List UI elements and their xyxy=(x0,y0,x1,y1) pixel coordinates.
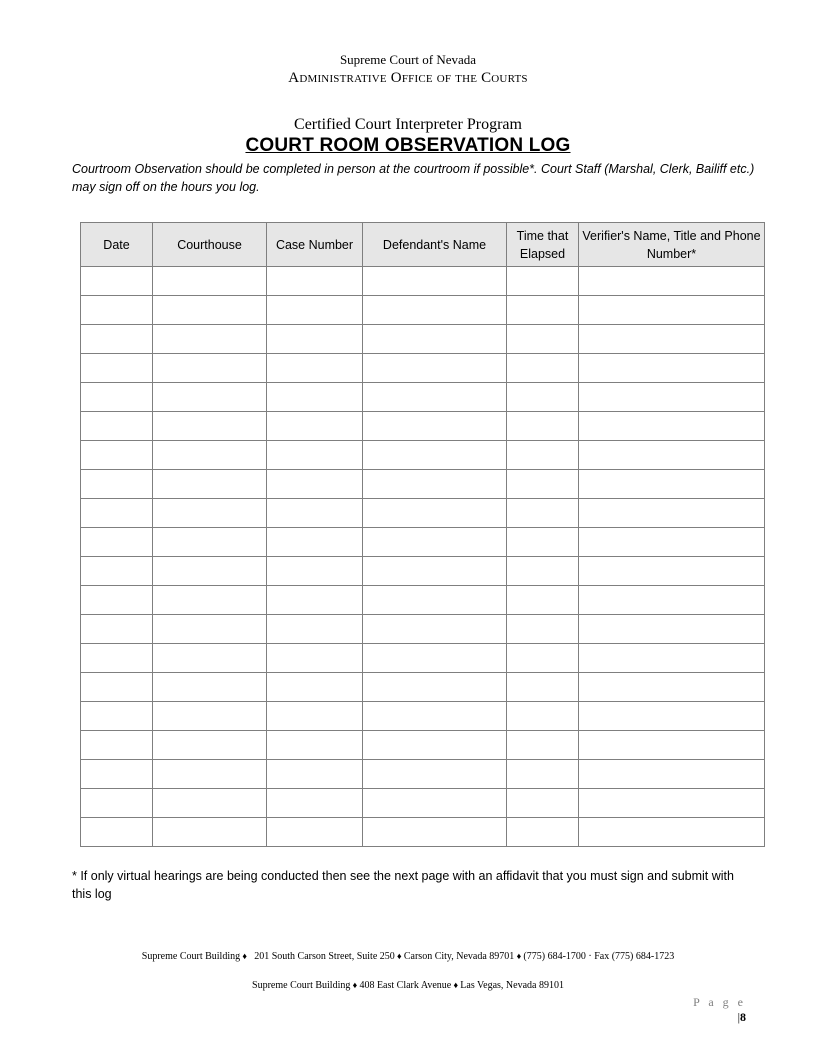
table-cell[interactable] xyxy=(579,441,765,470)
table-cell[interactable] xyxy=(507,412,579,441)
table-cell[interactable] xyxy=(267,731,363,760)
table-row xyxy=(81,557,765,586)
table-cell[interactable] xyxy=(579,760,765,789)
table-cell[interactable] xyxy=(81,325,153,354)
table-cell[interactable] xyxy=(153,731,267,760)
table-cell[interactable] xyxy=(363,412,507,441)
table-cell[interactable] xyxy=(507,325,579,354)
table-cell[interactable] xyxy=(81,470,153,499)
table-cell[interactable] xyxy=(363,325,507,354)
table-cell[interactable] xyxy=(579,528,765,557)
table-row xyxy=(81,267,765,296)
table-cell[interactable] xyxy=(507,760,579,789)
table-cell[interactable] xyxy=(507,267,579,296)
table-cell[interactable] xyxy=(267,412,363,441)
table-cell[interactable] xyxy=(153,267,267,296)
table-cell[interactable] xyxy=(267,354,363,383)
table-row xyxy=(81,325,765,354)
table-cell[interactable] xyxy=(267,325,363,354)
program-name: Certified Court Interpreter Program xyxy=(294,116,522,133)
table-cell[interactable] xyxy=(579,702,765,731)
table-cell[interactable] xyxy=(267,383,363,412)
table-cell[interactable] xyxy=(153,441,267,470)
observation-log-table xyxy=(80,222,765,847)
table-header-row xyxy=(81,223,765,267)
table-cell[interactable] xyxy=(153,789,267,818)
table-cell[interactable] xyxy=(363,296,507,325)
column-header-case-number: Case Number xyxy=(267,223,363,267)
table-cell[interactable] xyxy=(267,673,363,702)
table-cell[interactable] xyxy=(153,818,267,847)
table-cell[interactable] xyxy=(267,557,363,586)
table-cell[interactable] xyxy=(267,818,363,847)
table-cell[interactable] xyxy=(363,586,507,615)
table-row xyxy=(81,818,765,847)
instructions-text: Courtroom Observation should be completed in person at the courtroom if possible*. Court Staff (Marshal, Clerk, Bailiff etc.) may sign off on the hours you log. xyxy=(72,162,755,194)
table-cell[interactable] xyxy=(267,528,363,557)
table-cell[interactable] xyxy=(81,412,153,441)
table-cell[interactable] xyxy=(507,528,579,557)
table-cell[interactable] xyxy=(267,296,363,325)
table-cell[interactable] xyxy=(363,528,507,557)
table-cell[interactable] xyxy=(579,586,765,615)
table-cell[interactable] xyxy=(81,499,153,528)
table-cell[interactable] xyxy=(579,673,765,702)
table-cell[interactable] xyxy=(81,760,153,789)
office-name-text: Administrative Office of the Courts xyxy=(288,70,528,86)
table-row xyxy=(81,528,765,557)
footer-street: 408 East Clark Avenue xyxy=(359,980,452,991)
table-cell[interactable] xyxy=(81,586,153,615)
table-cell[interactable] xyxy=(579,557,765,586)
column-header-courthouse: Courthouse xyxy=(153,223,267,267)
table-cell[interactable] xyxy=(579,267,765,296)
table-cell[interactable] xyxy=(579,731,765,760)
table-row xyxy=(81,673,765,702)
table-cell[interactable] xyxy=(81,615,153,644)
diamond-icon: ♦ xyxy=(514,951,524,961)
table-cell[interactable] xyxy=(579,644,765,673)
table-row xyxy=(81,354,765,383)
table-cell[interactable] xyxy=(507,673,579,702)
table-cell[interactable] xyxy=(363,731,507,760)
table-row xyxy=(81,296,765,325)
table-cell[interactable] xyxy=(363,383,507,412)
table-cell[interactable] xyxy=(153,412,267,441)
table-cell[interactable] xyxy=(153,528,267,557)
table-row xyxy=(81,383,765,412)
table-cell[interactable] xyxy=(267,499,363,528)
diamond-icon: ♦ xyxy=(350,980,360,990)
table-cell[interactable] xyxy=(363,760,507,789)
table-cell[interactable] xyxy=(507,731,579,760)
table-cell[interactable] xyxy=(507,296,579,325)
table-cell[interactable] xyxy=(507,644,579,673)
diamond-icon: ♦ xyxy=(394,951,404,961)
table-cell[interactable] xyxy=(81,818,153,847)
table-cell[interactable] xyxy=(81,557,153,586)
table-cell[interactable] xyxy=(267,470,363,499)
table-cell[interactable] xyxy=(579,499,765,528)
table-row xyxy=(81,615,765,644)
table-cell[interactable] xyxy=(81,267,153,296)
table-cell[interactable] xyxy=(579,325,765,354)
table-row xyxy=(81,702,765,731)
table-cell[interactable] xyxy=(153,383,267,412)
table-row xyxy=(81,644,765,673)
table-body xyxy=(81,267,765,847)
diamond-icon: ♦ xyxy=(240,951,250,961)
table-cell[interactable] xyxy=(153,325,267,354)
footer-city: Las Vegas, Nevada 89101 xyxy=(460,980,564,991)
table-cell[interactable] xyxy=(507,557,579,586)
table-cell[interactable] xyxy=(267,760,363,789)
table-cell[interactable] xyxy=(153,557,267,586)
table-cell[interactable] xyxy=(363,673,507,702)
table-cell[interactable] xyxy=(81,296,153,325)
column-header-time-elapsed: Time that Elapsed xyxy=(507,223,579,267)
table-cell[interactable] xyxy=(363,702,507,731)
table-cell[interactable] xyxy=(153,760,267,789)
footer-city: Carson City, Nevada 89701 xyxy=(403,951,515,962)
page-number-value: 8 xyxy=(740,1010,746,1024)
table-cell[interactable] xyxy=(267,644,363,673)
table-cell[interactable] xyxy=(507,586,579,615)
table-cell[interactable] xyxy=(363,470,507,499)
table-cell[interactable] xyxy=(579,296,765,325)
table-row xyxy=(81,789,765,818)
table-cell[interactable] xyxy=(507,470,579,499)
table-cell[interactable] xyxy=(507,383,579,412)
table-cell[interactable] xyxy=(153,354,267,383)
table-cell[interactable] xyxy=(267,789,363,818)
table-row xyxy=(81,731,765,760)
table-cell[interactable] xyxy=(81,644,153,673)
table-cell[interactable] xyxy=(81,731,153,760)
table-cell[interactable] xyxy=(267,702,363,731)
table-cell[interactable] xyxy=(81,441,153,470)
table-cell[interactable] xyxy=(81,354,153,383)
table-cell[interactable] xyxy=(579,615,765,644)
table-cell[interactable] xyxy=(579,354,765,383)
table-cell[interactable] xyxy=(153,673,267,702)
column-header-date: Date xyxy=(81,223,153,267)
court-name: Supreme Court of Nevada xyxy=(339,52,477,67)
table-cell[interactable] xyxy=(153,296,267,325)
table-cell[interactable] xyxy=(81,789,153,818)
page-label: P a g e xyxy=(693,995,746,1009)
table-cell[interactable] xyxy=(507,499,579,528)
footnote: * If only virtual hearings are being conducted then see the next page with an affidavit that you must sign and submit with this log xyxy=(72,869,734,901)
footer-address-carson-city xyxy=(0,951,816,962)
table-cell[interactable] xyxy=(363,267,507,296)
table-cell[interactable] xyxy=(267,586,363,615)
table-cell[interactable] xyxy=(153,586,267,615)
table-cell[interactable] xyxy=(267,615,363,644)
table-cell[interactable] xyxy=(153,702,267,731)
table-cell[interactable] xyxy=(579,412,765,441)
table-cell[interactable] xyxy=(507,702,579,731)
table-cell[interactable] xyxy=(579,383,765,412)
table-row xyxy=(81,470,765,499)
table-row xyxy=(81,760,765,789)
page-number: P a g e |8 xyxy=(693,995,746,1024)
table-cell[interactable] xyxy=(507,789,579,818)
table-cell[interactable] xyxy=(267,441,363,470)
table-cell[interactable] xyxy=(363,354,507,383)
table-cell[interactable] xyxy=(363,615,507,644)
table-cell[interactable] xyxy=(81,702,153,731)
table-cell[interactable] xyxy=(363,441,507,470)
table-cell[interactable] xyxy=(81,673,153,702)
table-cell[interactable] xyxy=(153,470,267,499)
footer-building-name: Supreme Court Building xyxy=(141,951,241,962)
table-row xyxy=(81,441,765,470)
table-cell[interactable] xyxy=(363,818,507,847)
office-name xyxy=(0,70,816,87)
footer-address-las-vegas xyxy=(0,980,816,991)
table-cell[interactable] xyxy=(507,441,579,470)
table-cell[interactable] xyxy=(153,615,267,644)
table-cell[interactable] xyxy=(507,615,579,644)
table-row xyxy=(81,499,765,528)
table-cell[interactable] xyxy=(153,499,267,528)
column-header-defendant-name: Defendant's Name xyxy=(363,223,507,267)
table-row xyxy=(81,412,765,441)
table-cell[interactable] xyxy=(81,383,153,412)
diamond-icon: ♦ xyxy=(451,980,461,990)
footer-phone-fax: (775) 684-1700 · Fax (775) 684-1723 xyxy=(523,951,675,962)
table-cell[interactable] xyxy=(579,470,765,499)
footer-street: 201 South Carson Street, Suite 250 xyxy=(254,951,395,962)
column-header-verifier: Verifier's Name, Title and Phone Number* xyxy=(579,223,765,267)
table-cell[interactable] xyxy=(507,354,579,383)
table-cell[interactable] xyxy=(363,499,507,528)
page-title: COURT ROOM OBSERVATION LOG xyxy=(245,135,571,156)
table-cell[interactable] xyxy=(363,557,507,586)
table-cell[interactable] xyxy=(579,818,765,847)
table-cell[interactable] xyxy=(363,789,507,818)
table-cell[interactable] xyxy=(363,644,507,673)
table-cell[interactable] xyxy=(507,818,579,847)
table-cell[interactable] xyxy=(153,644,267,673)
table-cell[interactable] xyxy=(267,267,363,296)
table-row xyxy=(81,586,765,615)
table-cell[interactable] xyxy=(579,789,765,818)
footer-building-name: Supreme Court Building xyxy=(252,980,351,991)
table-cell[interactable] xyxy=(81,528,153,557)
